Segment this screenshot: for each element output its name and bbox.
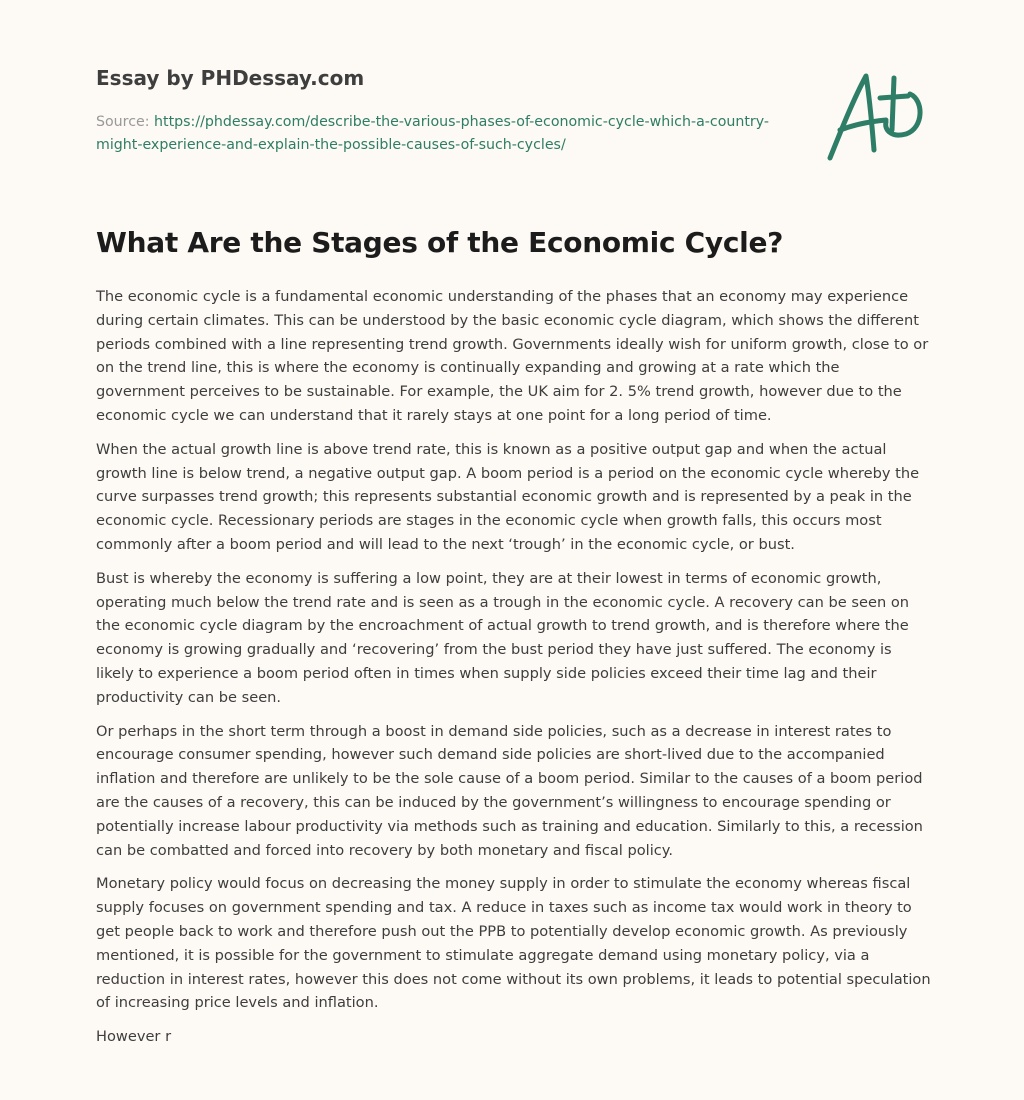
source-line (96, 111, 786, 157)
paragraph: When the actual growth line is above trend rate, this is known as a positive output gap and when the actual growth line is below trend, a negative output gap. A boom period is a period on the economic cycle whereby the curve surpasses trend growth; this represents substantial economic growth and is represented by a peak in the economic cycle. Recessionary periods are stages in the economic cycle when growth falls, this occurs most commonly after a boom period and will lead to the next ‘trough’ in the economic cycle, or bust. (96, 440, 920, 553)
a-plus-grade-icon (826, 70, 936, 166)
paragraph: The economic cycle is a fundamental economic understanding of the phases that an economy may experience during certain climates. This can be understood by the basic economic cycle diagram, which shows the different periods combined with a line representing trend growth. Governments ideally wish for uniform growth, close to or on the trend line, this is where the economy is continually expanding and growing at a rate which the government perceives to be sustainable. For example, the UK aim for 2. 5% trend growth, however due to the economic cycle we can understand that it rarely stays at one point for a long period of time. (96, 288, 929, 424)
article-body (96, 285, 932, 1059)
source-link[interactable]: https://phdessay.com/describe-the-various-phases-of-economic-cycle-which-a-country-might-experience-and-explain-the-possible-causes-of-such-cycles/ (96, 114, 770, 153)
paragraph: Bust is whereby the economy is suffering a low point, they are at their lowest in terms of economic growth, operating much below the trend rate and is seen as a trough in the economic cycle. A recovery can be seen on the economic cycle diagram by the encroachment of actual growth to trend growth, and is therefore where the economy is growing gradually and ‘recovering’ from the bust period they have just suffered. The economy is likely to experience a boom period often in times when supply side policies exceed their time lag and their productivity can be seen. (96, 569, 910, 706)
paragraph: Monetary policy would focus on decreasing the money supply in order to stimulate the economy whereas fiscal supply focuses on government spending and tax. A reduce in taxes such as income tax would work in theory to get people back to work and therefore push out the PPB to potentially develop economic growth. As previously mentioned, it is possible for the government to stimulate aggregate demand using monetary policy, via a reduction in interest rates, however this does not come without its own problems, it leads to potential speculation of increasing price levels and inflation. (96, 875, 931, 1012)
source-label: Source: (96, 114, 150, 130)
site-brand: Essay by PHDessay.com (96, 66, 365, 90)
article-title: What Are the Stages of the Economic Cycle? (96, 226, 784, 259)
paragraph: Or perhaps in the short term through a boost in demand side policies, such as a decrease in interest rates to encourage consumer spending, however such demand side policies are short-lived due to the accompanied inflation and therefore are unlikely to be the sole cause of a boom period. Similar to the causes of a boom period are the causes of a recovery, this can be induced by the government’s willingness to encourage spending or potentially increase labour productivity via methods such as training and education. Similarly to this, a recession can be combatted and forced into recovery by both monetary and fiscal policy. (96, 722, 923, 859)
paragraph-truncated: However r (96, 1028, 172, 1046)
